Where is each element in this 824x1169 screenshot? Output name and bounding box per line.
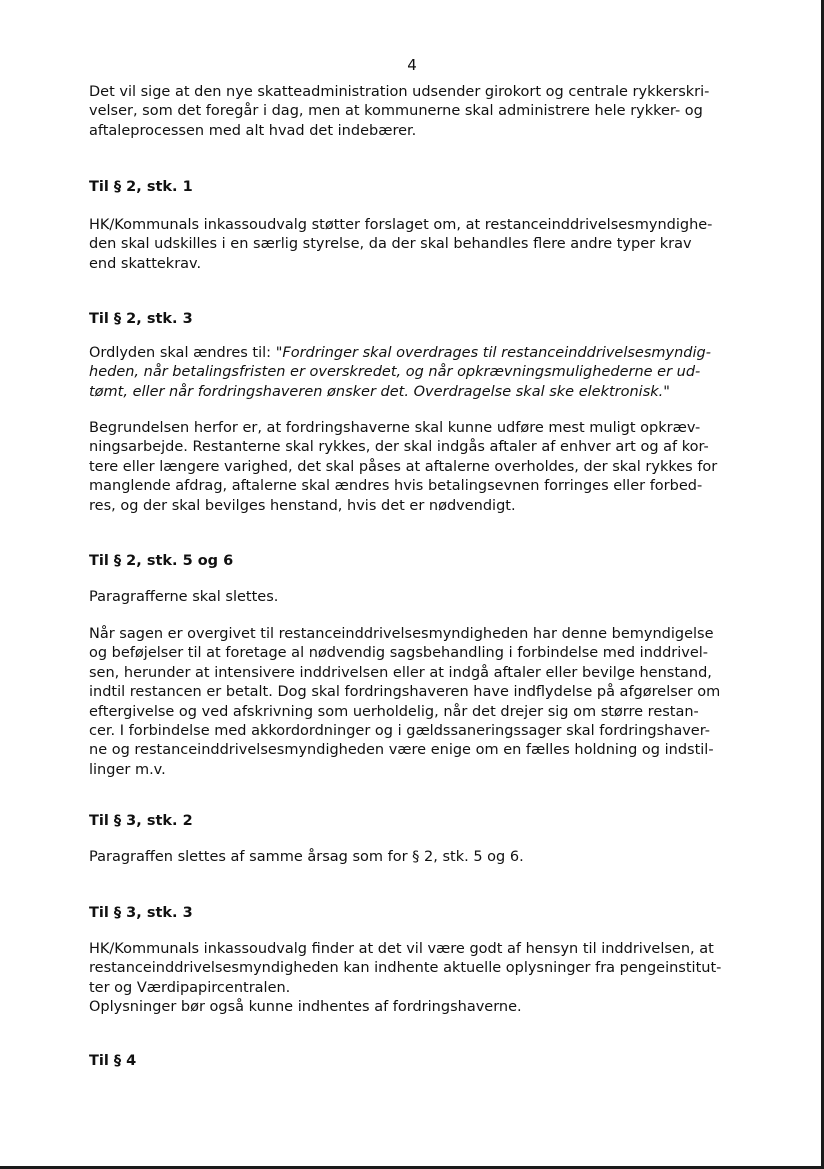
text-line: den skal udskilles i en særlig styrelse, da der skal behandles flere andre typer krav bbox=[89, 236, 692, 253]
text-line: restanceinddrivelsesmyndigheden kan indhente aktuelle oplysninger fra pengeinstitut- bbox=[89, 960, 722, 977]
page-number: 4 bbox=[407, 56, 417, 74]
text-line: Paragraffen slettes af samme årsag som for § 2, stk. 5 og 6. bbox=[89, 849, 524, 865]
text-prefix: Ordlyden skal ændres til: bbox=[89, 345, 276, 361]
text-line: aftaleprocessen med alt hvad det indebærer. bbox=[89, 122, 417, 139]
section-heading-2-1: Til § 2, stk. 1 bbox=[89, 179, 193, 195]
text-line: linger m.v. bbox=[89, 761, 166, 778]
text-line: velser, som det foregår i dag, men at kommunerne skal administrere hele rykker- og bbox=[89, 103, 703, 120]
text-line: Begrundelsen herfor er, at fordringshaverne skal kunne udføre mest muligt opkræv- bbox=[89, 420, 701, 436]
section-heading-3-2: Til § 3, stk. 2 bbox=[89, 813, 193, 829]
text-line: eftergivelse og ved afskrivning som uerholdelig, når det drejer sig om større restan- bbox=[89, 703, 699, 720]
text-line: Det vil sige at den nye skatteadministration udsender girokort og centrale rykkerskri- bbox=[89, 84, 710, 100]
text-line: og beføjelser til at foretage al nødvendig sagsbehandling i forbindelse med inddrivel- bbox=[89, 645, 709, 662]
quoted-text-line: heden, når betalingsfristen er overskredet, og når opkrævningsmulighederne er ud- bbox=[89, 364, 701, 381]
section-3-3-paragraph bbox=[89, 940, 721, 1018]
section-2-3-paragraph-1 bbox=[89, 344, 711, 402]
quoted-text: "Fordringer skal overdrages til restanceinddrivelsesmyndig- bbox=[275, 345, 711, 361]
section-3-2-paragraph bbox=[89, 848, 524, 867]
text-line: manglende afdrag, aftalerne skal ændres hvis betalingsevnen forringes eller forbed- bbox=[89, 478, 703, 495]
text-line: indtil restancen er betalt. Dog skal fordringshaveren have indflydelse på afgørelser om bbox=[89, 684, 721, 701]
text-line: cer. I forbindelse med akkordordninger og i gældssaneringssager skal fordringshaver- bbox=[89, 723, 710, 740]
section-heading-3-3: Til § 3, stk. 3 bbox=[89, 905, 193, 921]
text-line: ningsarbejde. Restanterne skal rykkes, der skal indgås aftaler af enhver art og af kor- bbox=[89, 439, 709, 456]
section-2-1-paragraph bbox=[89, 216, 712, 274]
quoted-text-line: tømt, eller når fordringshaveren ønsker det. Overdragelse skal ske elektronisk." bbox=[89, 383, 670, 400]
intro-paragraph bbox=[89, 83, 709, 141]
text-line: Når sagen er overgivet til restanceinddrivelsesmyndigheden har denne bemyndigelse bbox=[89, 626, 714, 642]
text-line: end skattekrav. bbox=[89, 255, 202, 272]
section-2-5-6-paragraph-2 bbox=[89, 625, 720, 780]
text-line: HK/Kommunals inkassoudvalg finder at det vil være godt af hensyn til inddrivelsen, at bbox=[89, 941, 714, 957]
section-heading-2-3: Til § 2, stk. 3 bbox=[89, 311, 193, 327]
text-line: sen, herunder at intensivere inddrivelsen eller at indgå aftaler eller bevilge henstand, bbox=[89, 664, 712, 681]
text-line: Paragrafferne skal slettes. bbox=[89, 589, 279, 605]
section-2-5-6-paragraph-1 bbox=[89, 588, 278, 607]
text-line: tere eller længere varighed, det skal påses at aftalerne overholdes, der skal rykkes for bbox=[89, 458, 718, 475]
text-line: res, og der skal bevilges henstand, hvis det er nødvendigt. bbox=[89, 497, 516, 514]
section-heading-2-5-6: Til § 2, stk. 5 og 6 bbox=[89, 553, 234, 569]
section-2-3-paragraph-2 bbox=[89, 419, 717, 516]
text-line: Oplysninger bør også kunne indhentes af fordringshaverne. bbox=[89, 999, 522, 1016]
text-line: ne og restanceinddrivelsesmyndigheden være enige om en fælles holdning og indstil- bbox=[89, 742, 714, 759]
text-line: ter og Værdipapircentralen. bbox=[89, 979, 291, 996]
section-heading-4: Til § 4 bbox=[89, 1053, 137, 1069]
text-line: HK/Kommunals inkassoudvalg støtter forslaget om, at restanceinddrivelsesmyndighe- bbox=[89, 217, 713, 233]
text-line bbox=[89, 344, 711, 363]
